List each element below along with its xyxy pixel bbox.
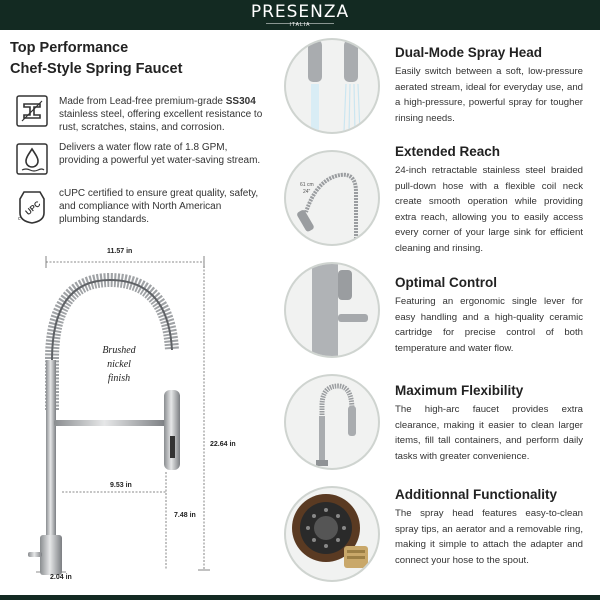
finish-line-1: Brushed [102, 345, 136, 356]
height-dimension-label: 22.64 in [210, 441, 236, 448]
extended-reach-image [284, 150, 380, 246]
hose-length-in: 24" [303, 189, 311, 195]
section-title-optimal-control: Optimal Control [395, 275, 497, 290]
cupc-badge-text: UPC [23, 199, 43, 218]
finish-label [96, 344, 142, 386]
feature-material-text-2: stainless steel, offering excellent resistance to rust, scratches, stains, and corrosion. [59, 109, 263, 133]
high-arc-faucet-image [284, 374, 380, 470]
svg-text:c: c [18, 216, 21, 222]
base-dimension-label: 2.04 in [50, 574, 72, 581]
lever-handle-image [284, 262, 380, 358]
section-body-additional-functionality: The spray head features easy-to-clean spray tips, an aerator and a removable ring, making it simple to attach the adapter and connect your hose to the spout. [395, 508, 583, 566]
steel-beam-icon [16, 95, 48, 127]
headline-line-2: Chef-Style Spring Faucet [10, 61, 183, 77]
spout-height-dimension-label: 7.48 in [174, 512, 196, 519]
section-title-additional-functionality: Additionnal Functionality [395, 487, 557, 502]
feature-material [59, 95, 264, 134]
feature-material-grade: SS304 [225, 96, 256, 107]
cupc-badge-icon [16, 189, 48, 221]
feature-certification: cUPC certified to ensure great quality, safety, and compliance with North American plumbing standards. [59, 188, 259, 225]
section-body-optimal-control: Featuring an ergonomic single lever for easy handling and a high-quality ceramic cartridge for precise control of both temperature and water flow. [395, 296, 583, 354]
water-drop-icon [16, 143, 48, 175]
finish-line-2: nickel [107, 359, 131, 370]
headline-line-1: Top Performance [10, 40, 129, 56]
spray-nozzle-image [284, 486, 380, 582]
headline [10, 38, 182, 80]
feature-material-text: Made from Lead-free premium-grade [59, 96, 226, 107]
section-body-dual-mode: Easily switch between a soft, low-pressure aerated stream, ideal for everyday use, and a high-pressure, powerful spray for tougher rinsing needs. [395, 66, 583, 124]
section-title-extended-reach: Extended Reach [395, 144, 501, 159]
section-title-dual-mode: Dual-Mode Spray Head [395, 45, 543, 60]
hose-length-cm: 61 cm [300, 182, 314, 188]
width-dimension-label: 11.57 in [107, 248, 133, 255]
reach-dimension-label: 9.53 in [110, 482, 132, 489]
brand-subtitle: ITALIA [289, 22, 311, 28]
faucet-dimension-diagram [0, 240, 280, 590]
feature-flow-rate: Delivers a water flow rate of 1.8 GPM, providing a powerful yet water-saving stream. [59, 142, 261, 166]
spray-head-image [284, 38, 380, 134]
section-title-max-flexibility: Maximum Flexibility [395, 383, 524, 398]
finish-line-3: finish [107, 373, 131, 384]
section-body-max-flexibility: The high-arc faucet provides extra clearance, making it easier to clean larger items, fill tall containers, and perform daily tasks with greater convenience. [395, 404, 583, 462]
section-body-extended-reach: 24-inch retractable stainless steel braided pull-down hose with a flexible coil neck create smooth operation while providing extra reach, allowing you to easily access every corner of your large sink for efficient cleaning and rinsing. [395, 165, 583, 254]
footer-bar [0, 595, 600, 600]
brand-logo: PRESENZA [250, 2, 350, 22]
